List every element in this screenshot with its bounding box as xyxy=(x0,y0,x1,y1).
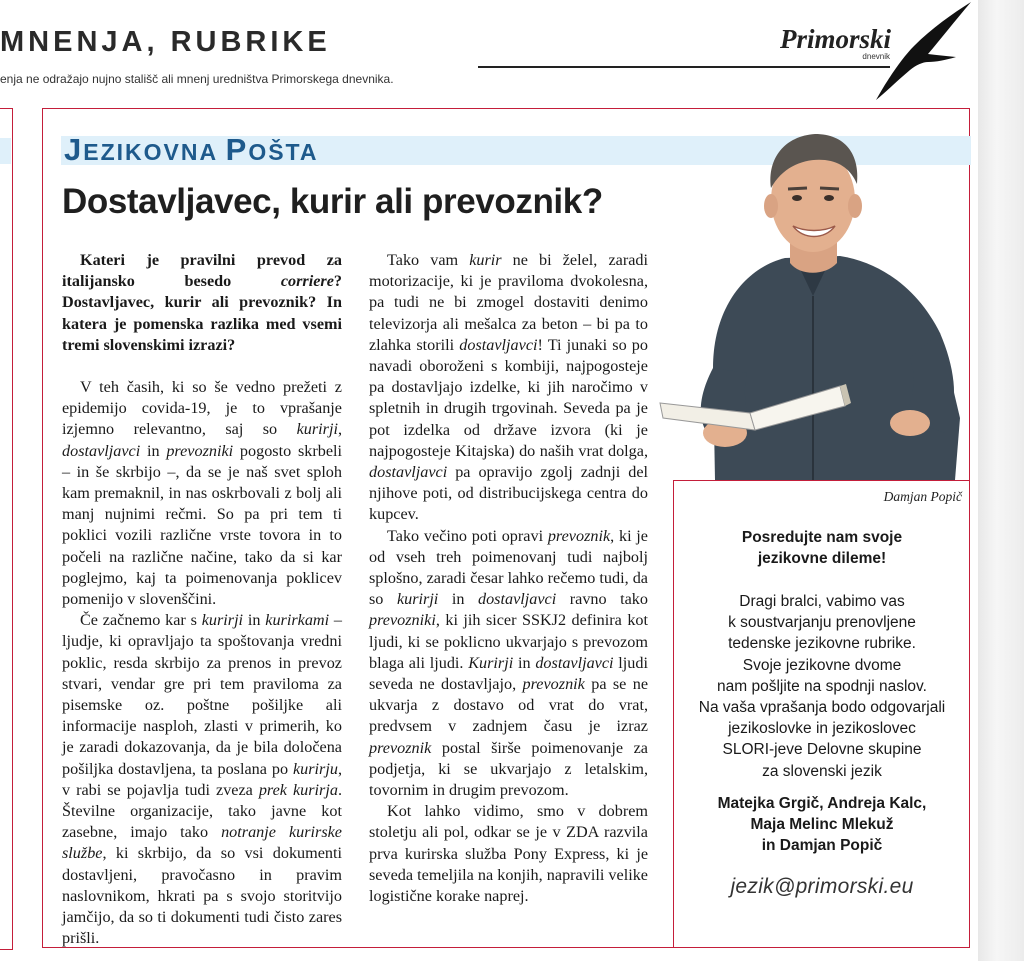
article-headline: Dostavljavec, kurir ali prevoznik? xyxy=(62,182,603,221)
author-photo xyxy=(655,118,970,480)
paragraph: Kot lahko vidimo, smo v dobrem stoletju ali pol, odkar se je v ZDA razvila prva kurirska služba Pony Express, ki je seveda temeljila na konjih, napravili velike logistične korake naprej. xyxy=(369,802,648,906)
article-lead: Kateri je pravilni prevod za italijansko besedo corriere? Dostavljavec, kurir ali prevoznik? In katera je pomenska razlika med vsemi tremi slovenskimi izrazi? xyxy=(62,251,342,354)
contact-email: jezik@primorski.eu xyxy=(730,875,914,898)
section-disclaimer: enja ne odražajo nujno stališč ali mnenj uredništva Primorskega dnevnika. xyxy=(0,72,394,86)
paragraph: Tako večino poti opravi prevoznik, ki je od vseh treh poimenovanj tudi najbolj splošno, zaradi česar lahko rečemo tudi, da so kurirji in dostavljavci ravno tako prevozniki, ki jih sicer SSKJ2 definira kot ljudi, ki se poklicno ukvarjajo s prevozom blaga ali ljudi. Kurirji in dostavljavci ljudi seveda ne dostavljajo, prevoznik pa se ne ukvarja z dostavo od vrat do vrat, predvsem v zadnjem času je izraz prevoznik postal širše poimenovanje za podjetja, ki se ukvarjajo z letalskim, tovornim in drugim prevozom. xyxy=(369,526,649,800)
paragraph: Tako vam kurir ne bi želel, zaradi motorizacije, ki je praviloma dvokolesna, pa tudi ne bi zmogel dostaviti denimo televizorja ali mešalca za beton – bi pa to zlahka storili dostavljavci! Ti junaki so po navadi oboroženi s kombiji, najpogosteje pa dostavljajo izdelke, ki jih naročimo v spletnih in drugih trgovinah. Seveda pa je pot izdelka od države izvora (ki je najpogosteje Kitajska) do naših vrat dolga, dostavljavci pa opravijo zgolj zadnji del njihove poti, od distribucijskega centra do kupcev. xyxy=(369,251,648,524)
box-heading: Posredujte nam svoje jezikovne dileme! xyxy=(741,529,903,567)
paragraph: V teh časih, ki so še vedno prežeti z epidemijo covida-19, je to vprašanje izjemno relevantno, saj so kurirji, dostavljavci in prevozniki pogosto skrbeli – in še skrbijo –, da se je naš svet sploh kam premaknil, in nas oskrbovali z bolj ali manj nujnimi rečmi. So pa pri tem ti poklici vozili različne vrste tovora in to počeli na različne načine, tako da si kar poglejmo, kaj ta poimenovanja poklicev pomenijo v slovenščini. xyxy=(62,378,343,609)
article-column-1 xyxy=(62,250,342,950)
header-divider xyxy=(478,66,890,68)
paragraph: Če začnemo kar s kurirji in kurirkami – ljudje, ki opravljajo ta spoštovanja vredni poklic, resda skrbijo za prenos in prevoz stvari, vendar gre pri tem praviloma za pisemske oz. poštne pošiljke ali informacije nasploh, zlasti v primerih, ko je zaradi dokazovanja, da je bila določena pošiljka dostavljena, ta poslana po kurirju, v rabi se pojavlja tudi zveza prek kurirja. Številne organizacije, tako javne kot zasebne, imajo tako notranje kurirske službe, ki skrbijo, da so vsi dokumenti dostavljeni, pravočasno in pravim naslovnikom, hkrati pa s svojo storitvijo jamčijo, da so ti dokumenti tudi čisto zares prišli. xyxy=(62,611,343,948)
reader-submission-box xyxy=(673,480,970,947)
logo-wordmark: Primorski xyxy=(780,24,892,54)
seagull-icon xyxy=(870,0,975,104)
contributor-names: Matejka Grgič, Andreja Kalc, Maja Melinc Mlekuž in Damjan Popič xyxy=(717,795,927,855)
section-title: MNENJA, RUBRIKE xyxy=(0,26,331,58)
page-gutter-shade xyxy=(978,0,1024,961)
box-body: Dragi bralci, vabimo vas k soustvarjanju prenovljene tedenske jezikovne rubrike. Svoje jezikovne dvome nam pošljite na spodnji naslov. Na vaša vprašanja bodo odgovarjali jezikoslovke in jezikoslovec SLORI-jeve Delovne skupine za slovenski jezik xyxy=(698,593,946,780)
article-column-2 xyxy=(369,250,648,907)
adjacent-article-band xyxy=(0,138,11,164)
photo-credit: Damjan Popič xyxy=(883,489,962,504)
adjacent-article-frame xyxy=(0,108,13,950)
column-kicker: JEZIKOVNA POŠTA xyxy=(64,132,319,167)
logo-subtitle: dnevnik xyxy=(862,52,890,61)
